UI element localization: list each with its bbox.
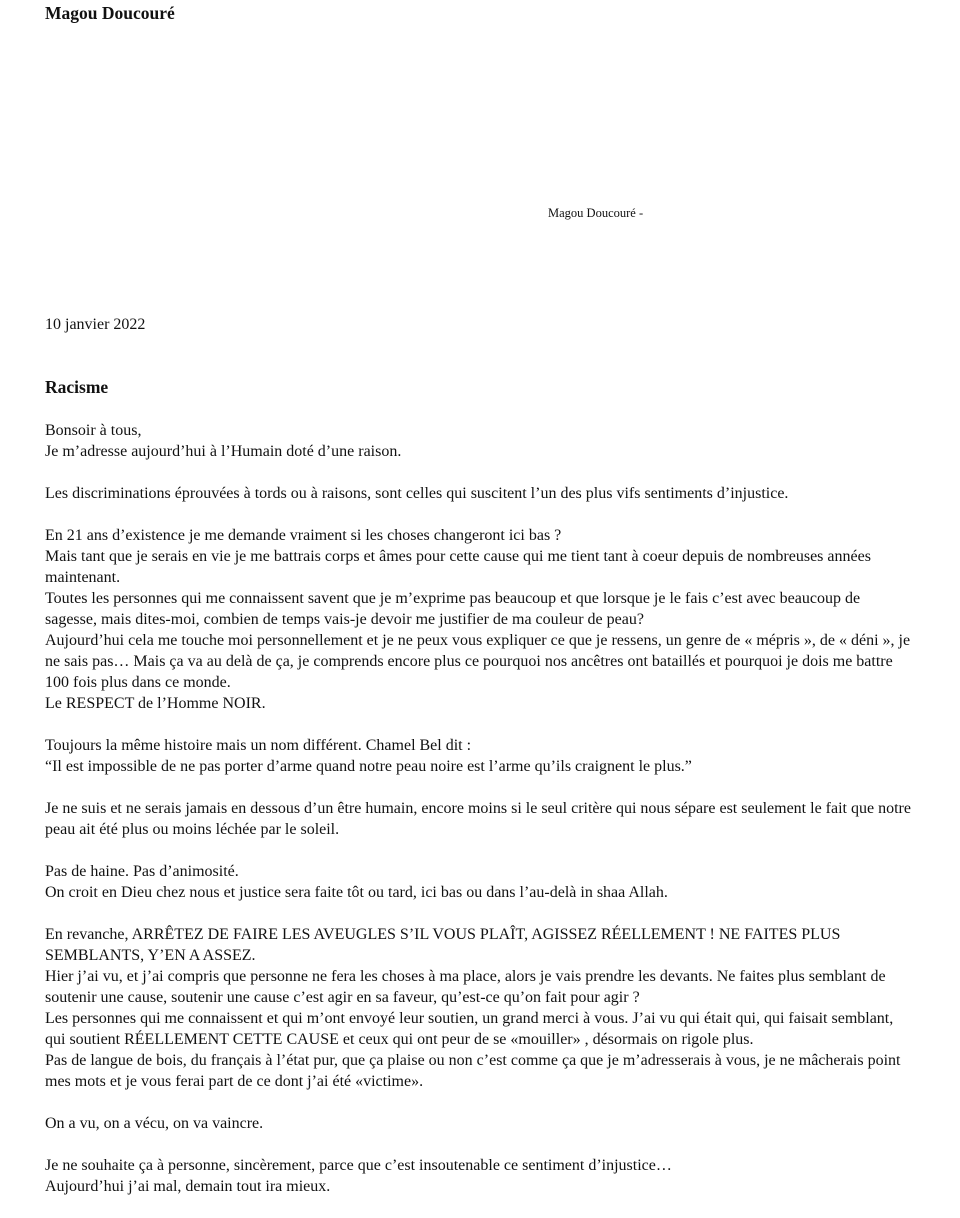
author-signature-line: Magou Doucouré - bbox=[548, 206, 644, 220]
paragraph bbox=[45, 735, 915, 777]
paragraph-line: On a vu, on a vécu, on va vaincre. bbox=[45, 1115, 264, 1132]
letter-title: Racisme bbox=[45, 377, 109, 397]
paragraph bbox=[45, 924, 915, 1092]
paragraph-line: Je ne souhaite ça à personne, sincèrement, parce que c’est insoutenable ce sentiment d’injustice… bbox=[45, 1157, 672, 1174]
paragraph-line: Aujourd’hui j’ai mal, demain tout ira mieux. bbox=[45, 1178, 331, 1195]
paragraph-line: Toujours la même histoire mais un nom différent. Chamel Bel dit : bbox=[45, 737, 472, 754]
paragraph-line: Aujourd’hui cela me touche moi personnellement et je ne peux vous expliquer ce que je ressens, un genre de « mépris », de « déni », je ne sais pas… Mais ça va au delà de ça, je comprends encore plus ce pourquoi nos ancêtres ont bataillés et pourquoi je dois me battre 100 fois plus dans ce monde. bbox=[45, 632, 911, 691]
paragraph bbox=[45, 1155, 915, 1197]
paragraph-line: “Il est impossible de ne pas porter d’arme quand notre peau noire est l’arme qu’ils craignent le plus.” bbox=[45, 758, 692, 775]
paragraph bbox=[45, 420, 915, 462]
paragraph bbox=[45, 861, 915, 903]
paragraph bbox=[45, 483, 915, 504]
paragraph bbox=[45, 525, 915, 714]
paragraph-line: Je m’adresse aujourd’hui à l’Humain doté d’une raison. bbox=[45, 443, 402, 460]
paragraph bbox=[45, 1113, 915, 1134]
paragraph-line: Toutes les personnes qui me connaissent savent que je m’exprime pas beaucoup et que lorsque je le fais c’est avec beaucoup de sagesse, mais dites-moi, combien de temps vais-je devoir me justifier de ma couleur de peau? bbox=[45, 590, 861, 628]
paragraph-line: Pas de haine. Pas d’animosité. bbox=[45, 863, 239, 880]
paragraph-line: Pas de langue de bois, du français à l’état pur, que ça plaise ou non c’est comme ça que je m’adresserais à vous, je ne mâcherais point mes mots et je vous ferai part de ce dont j’ai été «victime». bbox=[45, 1052, 901, 1090]
paragraph-line: En 21 ans d’existence je me demande vraiment si les choses changeront ici bas ? bbox=[45, 527, 562, 544]
paragraph-line: On croit en Dieu chez nous et justice sera faite tôt ou tard, ici bas ou dans l’au-delà in shaa Allah. bbox=[45, 884, 668, 901]
paragraph-line: En revanche, ARRÊTEZ DE FAIRE LES AVEUGLES S’IL VOUS PLAÎT, AGISSEZ RÉELLEMENT ! NE FAITES PLUS SEMBLANTS, Y’EN A ASSEZ. bbox=[45, 926, 841, 964]
paragraph-line: Je ne suis et ne serais jamais en dessous d’un être humain, encore moins si le seul critère qui nous sépare est seulement le fait que notre peau ait été plus ou moins léchée par le soleil. bbox=[45, 800, 911, 838]
paragraph-line: Les personnes qui me connaissent et qui m’ont envoyé leur soutien, un grand merci à vous. J’ai vu qui était qui, qui faisait semblant, qui soutient RÉELLEMENT CETTE CAUSE et ceux qui ont peur de se «mouiller» , désormais on rigole plus. bbox=[45, 1010, 894, 1048]
paragraph bbox=[45, 798, 915, 840]
paragraph-line: Mais tant que je serais en vie je me battrais corps et âmes pour cette cause qui me tient tant à coeur depuis de nombreuses années maintenant. bbox=[45, 548, 871, 586]
letter-body bbox=[45, 420, 915, 1218]
paragraph-line: Bonsoir à tous, bbox=[45, 422, 142, 439]
paragraph-line: Les discriminations éprouvées à tords ou à raisons, sont celles qui suscitent l’un des plus vifs sentiments d’injustice. bbox=[45, 485, 789, 502]
letter-date: 10 janvier 2022 bbox=[45, 316, 146, 333]
author-name: Magou Doucouré bbox=[45, 3, 175, 23]
paragraph-line: Hier j’ai vu, et j’ai compris que personne ne fera les choses à ma place, alors je vais prendre les devants. Ne faites plus semblant de soutenir une cause, soutenir une cause c’est agir en sa faveur, qu’est-ce qu’on fait pour agir ? bbox=[45, 968, 886, 1006]
paragraph-line: Le RESPECT de l’Homme NOIR. bbox=[45, 695, 266, 712]
